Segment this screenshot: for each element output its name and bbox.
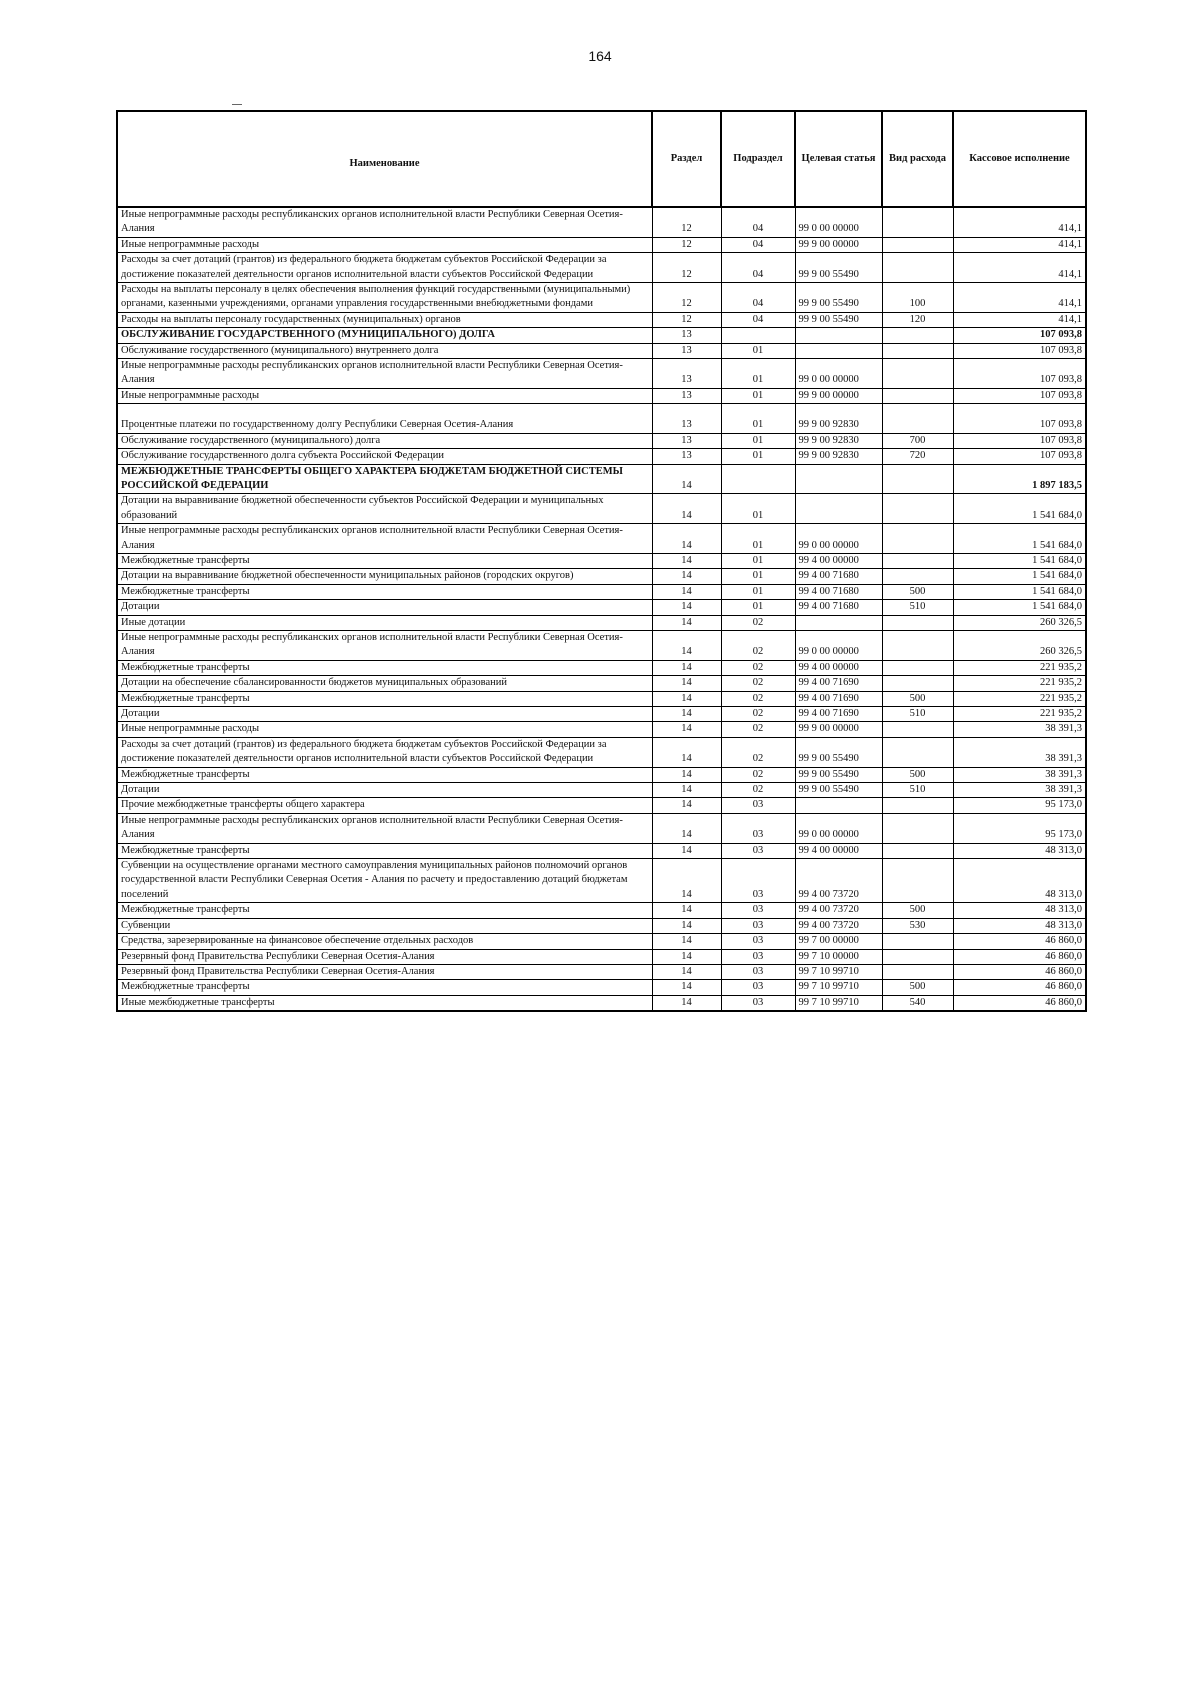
row-target-cell (795, 615, 882, 630)
row-subsection-cell: 04 (721, 237, 795, 252)
row-subsection-cell: 03 (721, 934, 795, 949)
row-amount-cell: 46 860,0 (953, 934, 1086, 949)
row-amount-cell: 1 541 684,0 (953, 584, 1086, 599)
row-name-cell: Иные непрограммные расходы республиканских органов исполнительной власти Республики Северная Осетия-Алания (117, 813, 652, 843)
table-row (117, 843, 1086, 858)
row-target-cell: 99 9 00 55490 (795, 767, 882, 782)
table-row (117, 359, 1086, 389)
row-subsection-cell (721, 328, 795, 343)
table-row (117, 207, 1086, 237)
table-row (117, 722, 1086, 737)
row-subsection-cell: 02 (721, 691, 795, 706)
table-row (117, 388, 1086, 403)
row-target-cell: 99 9 00 55490 (795, 312, 882, 327)
row-name-cell: Дотации на выравнивание бюджетной обеспеченности субъектов Российской Федерации и муниципальных образований (117, 494, 652, 524)
table-header-row (117, 111, 1086, 207)
row-target-cell: 99 0 00 00000 (795, 524, 882, 554)
row-section-cell: 14 (652, 918, 721, 933)
table-row (117, 569, 1086, 584)
row-amount-cell: 46 860,0 (953, 964, 1086, 979)
row-amount-cell: 48 313,0 (953, 859, 1086, 903)
row-target-cell: 99 0 00 00000 (795, 813, 882, 843)
row-amount-cell: 48 313,0 (953, 903, 1086, 918)
row-kind-cell (882, 934, 953, 949)
table-row (117, 343, 1086, 358)
row-subsection-cell: 01 (721, 404, 795, 433)
table-row (117, 615, 1086, 630)
row-kind-cell (882, 253, 953, 283)
row-target-cell: 99 4 00 00000 (795, 843, 882, 858)
row-subsection-cell: 03 (721, 903, 795, 918)
row-kind-cell (882, 798, 953, 813)
header-section: Раздел (652, 111, 721, 207)
row-section-cell: 12 (652, 253, 721, 283)
row-subsection-cell: 02 (721, 615, 795, 630)
table-row (117, 449, 1086, 464)
row-section-cell: 12 (652, 312, 721, 327)
row-target-cell: 99 9 00 00000 (795, 237, 882, 252)
row-amount-cell: 414,1 (953, 312, 1086, 327)
row-kind-cell: 500 (882, 691, 953, 706)
row-target-cell: 99 9 00 00000 (795, 722, 882, 737)
row-target-cell (795, 798, 882, 813)
row-target-cell: 99 9 00 00000 (795, 388, 882, 403)
table-row (117, 283, 1086, 313)
row-kind-cell: 500 (882, 767, 953, 782)
row-section-cell: 14 (652, 569, 721, 584)
row-target-cell: 99 4 00 73720 (795, 903, 882, 918)
row-name-cell: Иные непрограммные расходы (117, 388, 652, 403)
scan-mark (232, 104, 242, 105)
row-amount-cell: 38 391,3 (953, 737, 1086, 767)
row-kind-cell: 540 (882, 995, 953, 1011)
row-section-cell: 13 (652, 433, 721, 448)
row-section-cell: 14 (652, 737, 721, 767)
header-kind: Вид расхода (882, 111, 953, 207)
row-name-cell: Дотации (117, 600, 652, 615)
table-row (117, 253, 1086, 283)
row-target-cell: 99 9 00 92830 (795, 404, 882, 433)
row-name-cell: Иные непрограммные расходы (117, 237, 652, 252)
row-amount-cell: 107 093,8 (953, 359, 1086, 389)
row-name-cell: Обслуживание государственного (муниципального) долга (117, 433, 652, 448)
row-target-cell: 99 4 00 73720 (795, 918, 882, 933)
row-target-cell: 99 7 10 99710 (795, 995, 882, 1011)
row-kind-cell (882, 676, 953, 691)
row-name-cell: Резервный фонд Правительства Республики Северная Осетия-Алания (117, 949, 652, 964)
table-row (117, 524, 1086, 554)
table-row (117, 553, 1086, 568)
row-amount-cell: 414,1 (953, 253, 1086, 283)
row-name-cell: Расходы на выплаты персоналу в целях обеспечения выполнения функций государственными (муниципальными) органами, казенными учреждениями, органами управления государственными внебюджетными фондами (117, 283, 652, 313)
row-target-cell: 99 7 10 00000 (795, 949, 882, 964)
row-kind-cell (882, 359, 953, 389)
row-section-cell: 13 (652, 404, 721, 433)
row-kind-cell (882, 524, 953, 554)
row-section-cell: 14 (652, 524, 721, 554)
row-subsection-cell: 03 (721, 964, 795, 979)
row-kind-cell (882, 569, 953, 584)
row-kind-cell: 100 (882, 283, 953, 313)
row-target-cell: 99 0 00 00000 (795, 207, 882, 237)
row-amount-cell: 1 541 684,0 (953, 494, 1086, 524)
row-kind-cell (882, 737, 953, 767)
row-subsection-cell: 03 (721, 813, 795, 843)
header-name: Наименование (117, 111, 652, 207)
row-name-cell: Дотации (117, 707, 652, 722)
row-subsection-cell (721, 464, 795, 494)
row-amount-cell: 1 541 684,0 (953, 600, 1086, 615)
row-name-cell: Резервный фонд Правительства Республики Северная Осетия-Алания (117, 964, 652, 979)
row-subsection-cell: 02 (721, 783, 795, 798)
table-row (117, 660, 1086, 675)
budget-execution-table (116, 110, 1087, 1012)
row-section-cell: 14 (652, 783, 721, 798)
table-row (117, 918, 1086, 933)
row-target-cell: 99 4 00 71680 (795, 600, 882, 615)
row-subsection-cell: 04 (721, 283, 795, 313)
row-subsection-cell: 02 (721, 660, 795, 675)
row-subsection-cell: 02 (721, 707, 795, 722)
row-amount-cell: 107 093,8 (953, 449, 1086, 464)
row-kind-cell (882, 207, 953, 237)
row-section-cell: 14 (652, 464, 721, 494)
row-name-cell: Расходы за счет дотаций (грантов) из федерального бюджета бюджетам субъектов Российской Федерации за достижение показателей деятельности органов исполнительной власти субъектов Российской Федерации (117, 253, 652, 283)
row-kind-cell (882, 630, 953, 660)
header-amount: Кассовое исполнение (953, 111, 1086, 207)
row-amount-cell: 221 935,2 (953, 707, 1086, 722)
row-amount-cell: 95 173,0 (953, 813, 1086, 843)
row-subsection-cell: 01 (721, 388, 795, 403)
row-amount-cell: 260 326,5 (953, 615, 1086, 630)
table-row (117, 934, 1086, 949)
row-amount-cell: 38 391,3 (953, 722, 1086, 737)
table-row (117, 813, 1086, 843)
table-row (117, 798, 1086, 813)
row-name-cell: Иные непрограммные расходы республиканских органов исполнительной власти Республики Северная Осетия-Алания (117, 524, 652, 554)
row-kind-cell (882, 843, 953, 858)
table-body (117, 207, 1086, 1011)
header-subsection: Подраздел (721, 111, 795, 207)
row-name-cell: Межбюджетные трансферты (117, 980, 652, 995)
row-name-cell: Межбюджетные трансферты (117, 553, 652, 568)
row-name-cell: Процентные платежи по государственному долгу Республики Северная Осетия-Алания (117, 404, 652, 433)
row-kind-cell (882, 328, 953, 343)
row-target-cell: 99 4 00 71680 (795, 569, 882, 584)
row-section-cell: 14 (652, 859, 721, 903)
row-kind-cell (882, 388, 953, 403)
row-amount-cell: 221 935,2 (953, 676, 1086, 691)
row-name-cell: Иные дотации (117, 615, 652, 630)
row-section-cell: 13 (652, 328, 721, 343)
row-name-cell: Межбюджетные трансферты (117, 691, 652, 706)
row-target-cell: 99 9 00 55490 (795, 283, 882, 313)
row-name-cell: Межбюджетные трансферты (117, 660, 652, 675)
row-subsection-cell: 01 (721, 494, 795, 524)
row-section-cell: 14 (652, 600, 721, 615)
table-row (117, 949, 1086, 964)
row-kind-cell (882, 722, 953, 737)
row-subsection-cell: 04 (721, 253, 795, 283)
row-target-cell: 99 4 00 71690 (795, 707, 882, 722)
row-name-cell: Дотации на обеспечение сбалансированности бюджетов муниципальных образований (117, 676, 652, 691)
row-name-cell: Обслуживание государственного (муниципального) внутреннего долга (117, 343, 652, 358)
row-subsection-cell: 02 (721, 737, 795, 767)
row-kind-cell: 500 (882, 584, 953, 599)
row-amount-cell: 38 391,3 (953, 767, 1086, 782)
table-row (117, 783, 1086, 798)
table-row (117, 964, 1086, 979)
row-subsection-cell: 03 (721, 843, 795, 858)
row-kind-cell: 500 (882, 980, 953, 995)
row-section-cell: 14 (652, 949, 721, 964)
row-subsection-cell: 03 (721, 798, 795, 813)
row-target-cell (795, 343, 882, 358)
table-row (117, 404, 1086, 433)
row-target-cell: 99 4 00 71690 (795, 691, 882, 706)
row-amount-cell: 107 093,8 (953, 343, 1086, 358)
table-row (117, 767, 1086, 782)
row-section-cell: 13 (652, 449, 721, 464)
row-amount-cell: 107 093,8 (953, 404, 1086, 433)
table-row (117, 737, 1086, 767)
table-row (117, 433, 1086, 448)
row-subsection-cell: 02 (721, 722, 795, 737)
table-row (117, 707, 1086, 722)
row-amount-cell: 1 541 684,0 (953, 553, 1086, 568)
row-section-cell: 14 (652, 630, 721, 660)
row-name-cell: Расходы на выплаты персоналу государственных (муниципальных) органов (117, 312, 652, 327)
row-section-cell: 14 (652, 722, 721, 737)
row-name-cell: Субвенции (117, 918, 652, 933)
row-kind-cell (882, 964, 953, 979)
row-section-cell: 13 (652, 343, 721, 358)
table-row (117, 691, 1086, 706)
row-amount-cell: 46 860,0 (953, 949, 1086, 964)
row-kind-cell: 530 (882, 918, 953, 933)
row-subsection-cell: 03 (721, 949, 795, 964)
row-kind-cell (882, 553, 953, 568)
row-name-cell: Расходы за счет дотаций (грантов) из федерального бюджета бюджетам субъектов Российской Федерации за достижение показателей деятельности органов исполнительной власти субъектов Российской Федерации (117, 737, 652, 767)
row-subsection-cell: 03 (721, 980, 795, 995)
row-kind-cell: 510 (882, 707, 953, 722)
row-target-cell: 99 4 00 00000 (795, 553, 882, 568)
row-section-cell: 14 (652, 934, 721, 949)
row-name-cell: Межбюджетные трансферты (117, 767, 652, 782)
row-name-cell: Межбюджетные трансферты (117, 903, 652, 918)
row-kind-cell (882, 464, 953, 494)
row-section-cell: 14 (652, 494, 721, 524)
row-name-cell: Иные непрограммные расходы республиканских органов исполнительной власти Республики Северная Осетия-Алания (117, 359, 652, 389)
row-target-cell: 99 9 00 55490 (795, 783, 882, 798)
table-row (117, 676, 1086, 691)
row-kind-cell: 510 (882, 783, 953, 798)
row-amount-cell: 107 093,8 (953, 388, 1086, 403)
row-kind-cell (882, 660, 953, 675)
row-section-cell: 12 (652, 207, 721, 237)
row-kind-cell (882, 949, 953, 964)
row-section-cell: 14 (652, 691, 721, 706)
row-name-cell: Обслуживание государственного долга субъекта Российской Федерации (117, 449, 652, 464)
table-row (117, 312, 1086, 327)
row-kind-cell (882, 859, 953, 903)
row-amount-cell: 414,1 (953, 237, 1086, 252)
row-kind-cell (882, 404, 953, 433)
row-kind-cell (882, 494, 953, 524)
row-kind-cell: 720 (882, 449, 953, 464)
row-amount-cell: 48 313,0 (953, 918, 1086, 933)
row-subsection-cell: 04 (721, 207, 795, 237)
row-target-cell: 99 4 00 71680 (795, 584, 882, 599)
row-name-cell: Средства, зарезервированные на финансовое обеспечение отдельных расходов (117, 934, 652, 949)
row-target-cell: 99 9 00 55490 (795, 253, 882, 283)
row-name-cell: МЕЖБЮДЖЕТНЫЕ ТРАНСФЕРТЫ ОБЩЕГО ХАРАКТЕРА БЮДЖЕТАМ БЮДЖЕТНОЙ СИСТЕМЫ РОССИЙСКОЙ ФЕДЕРАЦИИ (117, 464, 652, 494)
table-row (117, 494, 1086, 524)
row-subsection-cell: 01 (721, 343, 795, 358)
table-row (117, 995, 1086, 1011)
row-amount-cell: 46 860,0 (953, 995, 1086, 1011)
row-target-cell: 99 9 00 55490 (795, 737, 882, 767)
row-section-cell: 14 (652, 660, 721, 675)
row-amount-cell: 414,1 (953, 207, 1086, 237)
row-section-cell: 14 (652, 813, 721, 843)
row-subsection-cell: 02 (721, 767, 795, 782)
row-target-cell: 99 9 00 92830 (795, 449, 882, 464)
row-section-cell: 14 (652, 767, 721, 782)
row-amount-cell: 260 326,5 (953, 630, 1086, 660)
row-section-cell: 14 (652, 707, 721, 722)
row-section-cell: 14 (652, 995, 721, 1011)
row-target-cell: 99 7 00 00000 (795, 934, 882, 949)
row-kind-cell: 510 (882, 600, 953, 615)
row-subsection-cell: 01 (721, 449, 795, 464)
row-section-cell: 14 (652, 615, 721, 630)
row-target-cell: 99 9 00 92830 (795, 433, 882, 448)
row-name-cell: Иные непрограммные расходы (117, 722, 652, 737)
row-subsection-cell: 02 (721, 630, 795, 660)
row-section-cell: 14 (652, 964, 721, 979)
row-section-cell: 13 (652, 388, 721, 403)
row-target-cell: 99 0 00 00000 (795, 359, 882, 389)
row-subsection-cell: 01 (721, 600, 795, 615)
table-row (117, 903, 1086, 918)
table-row (117, 584, 1086, 599)
row-name-cell: Иные непрограммные расходы республиканских органов исполнительной власти Республики Северная Осетия-Алания (117, 207, 652, 237)
row-amount-cell: 107 093,8 (953, 328, 1086, 343)
row-amount-cell: 95 173,0 (953, 798, 1086, 813)
row-section-cell: 12 (652, 283, 721, 313)
row-target-cell: 99 7 10 99710 (795, 980, 882, 995)
row-section-cell: 14 (652, 843, 721, 858)
row-target-cell (795, 328, 882, 343)
row-name-cell: Прочие межбюджетные трансферты общего характера (117, 798, 652, 813)
row-section-cell: 12 (652, 237, 721, 252)
row-kind-cell: 500 (882, 903, 953, 918)
table-row (117, 980, 1086, 995)
row-name-cell: Дотации (117, 783, 652, 798)
table-row (117, 328, 1086, 343)
row-name-cell: ОБСЛУЖИВАНИЕ ГОСУДАРСТВЕННОГО (МУНИЦИПАЛЬНОГО) ДОЛГА (117, 328, 652, 343)
row-amount-cell: 414,1 (953, 283, 1086, 313)
row-kind-cell (882, 615, 953, 630)
table-row (117, 237, 1086, 252)
row-subsection-cell: 01 (721, 433, 795, 448)
row-amount-cell: 48 313,0 (953, 843, 1086, 858)
row-amount-cell: 1 541 684,0 (953, 569, 1086, 584)
row-amount-cell: 38 391,3 (953, 783, 1086, 798)
row-section-cell: 14 (652, 676, 721, 691)
row-kind-cell (882, 343, 953, 358)
row-name-cell: Иные непрограммные расходы республиканских органов исполнительной власти Республики Северная Осетия-Алания (117, 630, 652, 660)
row-target-cell: 99 0 00 00000 (795, 630, 882, 660)
row-name-cell: Межбюджетные трансферты (117, 843, 652, 858)
row-subsection-cell: 04 (721, 312, 795, 327)
row-amount-cell: 46 860,0 (953, 980, 1086, 995)
table-row (117, 464, 1086, 494)
row-section-cell: 14 (652, 798, 721, 813)
row-amount-cell: 1 897 183,5 (953, 464, 1086, 494)
row-name-cell: Дотации на выравнивание бюджетной обеспеченности муниципальных районов (городских округов) (117, 569, 652, 584)
table-row (117, 859, 1086, 903)
row-target-cell (795, 494, 882, 524)
row-subsection-cell: 02 (721, 676, 795, 691)
header-target: Целевая статья (795, 111, 882, 207)
row-amount-cell: 221 935,2 (953, 660, 1086, 675)
page-number: 164 (588, 48, 612, 64)
row-kind-cell (882, 237, 953, 252)
row-target-cell: 99 4 00 71690 (795, 676, 882, 691)
row-section-cell: 14 (652, 584, 721, 599)
row-subsection-cell: 01 (721, 584, 795, 599)
row-subsection-cell: 03 (721, 918, 795, 933)
row-subsection-cell: 03 (721, 995, 795, 1011)
row-name-cell: Межбюджетные трансферты (117, 584, 652, 599)
row-target-cell: 99 4 00 00000 (795, 660, 882, 675)
row-target-cell: 99 4 00 73720 (795, 859, 882, 903)
row-subsection-cell: 01 (721, 524, 795, 554)
row-subsection-cell: 01 (721, 359, 795, 389)
row-target-cell (795, 464, 882, 494)
row-amount-cell: 221 935,2 (953, 691, 1086, 706)
row-section-cell: 14 (652, 903, 721, 918)
row-kind-cell (882, 813, 953, 843)
row-amount-cell: 1 541 684,0 (953, 524, 1086, 554)
row-subsection-cell: 01 (721, 569, 795, 584)
row-name-cell: Иные межбюджетные трансферты (117, 995, 652, 1011)
row-kind-cell: 700 (882, 433, 953, 448)
table-row (117, 600, 1086, 615)
row-amount-cell: 107 093,8 (953, 433, 1086, 448)
row-kind-cell: 120 (882, 312, 953, 327)
row-section-cell: 13 (652, 359, 721, 389)
row-section-cell: 14 (652, 980, 721, 995)
row-name-cell: Субвенции на осуществление органами местного самоуправления муниципальных районов полномочий органов государственной власти Республики Северная Осетия - Алания по расчету и предоставлению дотаций бюджетам поселений (117, 859, 652, 903)
row-section-cell: 14 (652, 553, 721, 568)
row-subsection-cell: 03 (721, 859, 795, 903)
row-subsection-cell: 01 (721, 553, 795, 568)
table-row (117, 630, 1086, 660)
row-target-cell: 99 7 10 99710 (795, 964, 882, 979)
